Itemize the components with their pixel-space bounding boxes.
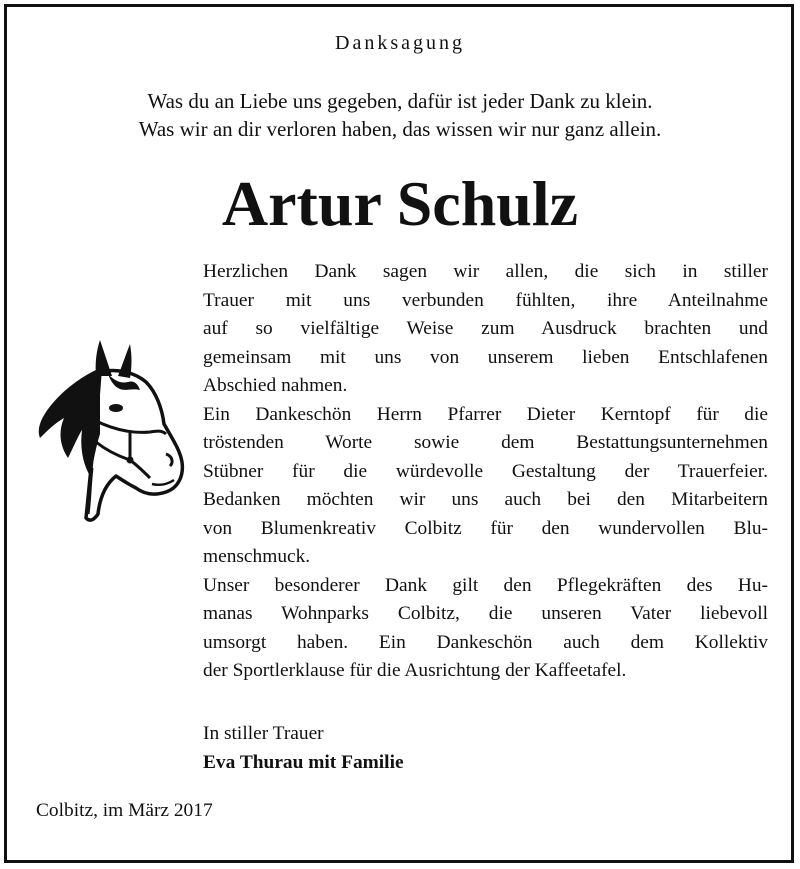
text-line: menschmuck. [203, 546, 311, 567]
horse-head-icon [34, 338, 186, 526]
text-line: manas Wohnparks Colbitz, die unseren Vater liebevoll [203, 603, 768, 624]
text-line: Herzlichen Dank sagen wir allen, die sich in stiller [203, 261, 768, 282]
text-line: Abschied nahmen. [203, 375, 348, 396]
text-line: umsorgt haben. Ein Dankeschön auch dem Kollektiv [203, 631, 768, 653]
deceased-name: Artur Schulz [221, 168, 579, 239]
text-line: Stübner für die würdevolle Gestaltung der Trauerfeier. [203, 460, 768, 482]
place-date: Colbitz, im März 2017 [36, 800, 213, 821]
closing-line: In stiller Trauer [203, 723, 324, 744]
text-line: Ein Dankeschön Herrn Pfarrer Dieter Kerntopf für die [203, 403, 768, 425]
poem-line-2: Was wir an dir verloren haben, das wissen wir nur ganz allein. [138, 117, 662, 141]
text-line: der Sportlerklause für die Ausrichtung der Kaffeetafel. [203, 660, 627, 681]
text-line: gemeinsam mit uns von unserem lieben Entschlafenen [203, 346, 768, 368]
signature: Eva Thurau mit Familie [203, 751, 404, 773]
text-line: Trauer mit uns verbunden fühlten, ihre Anteilnahme [203, 289, 768, 311]
notice-heading: Danksagung [335, 32, 465, 54]
thanks-text [203, 258, 768, 686]
text-line: Bedanken möchten wir uns auch bei den Mitarbeitern [203, 489, 768, 510]
text-line: von Blumenkreativ Colbitz für den wundervollen Blu- [203, 517, 768, 539]
poem [0, 87, 800, 143]
text-line: auf so vielfältige Weise zum Ausdruck brachten und [203, 318, 768, 339]
text-line: Unser besonderer Dank gilt den Pflegekräften des Hu- [203, 574, 768, 596]
closing [203, 720, 404, 777]
text-line: tröstenden Worte sowie dem Bestattungsunternehmen [203, 432, 768, 453]
poem-line-1: Was du an Liebe uns gegeben, dafür ist jeder Dank zu klein. [147, 89, 653, 113]
